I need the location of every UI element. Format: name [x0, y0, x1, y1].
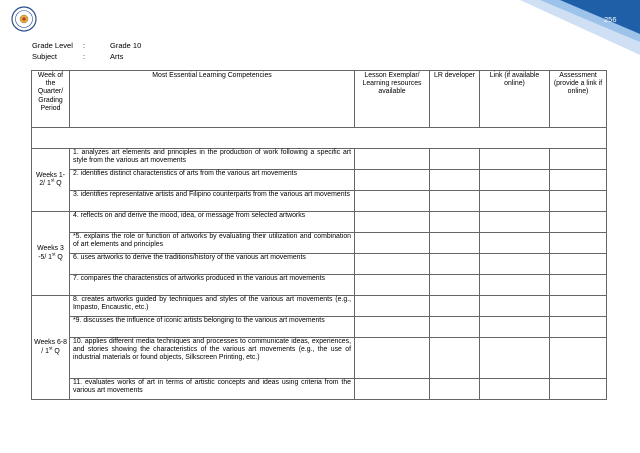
table-row [32, 275, 607, 296]
competency-cell: 4. reflects on and derive the mood, idea, or message from selected artworks [70, 212, 355, 233]
table-row [32, 212, 607, 233]
col-header-competencies: Most Essential Learning Competencies [70, 71, 355, 128]
week-cell: Weeks 1-2/ 1st Q [32, 149, 70, 212]
grade-level-label: Grade Level [32, 41, 73, 50]
competency-cell: 3. identifies representative artists and Filipino counterparts from the various art movements [70, 191, 355, 212]
table-row [32, 254, 607, 275]
competency-cell: *5. explains the role or function of artworks by evaluating their utilization and combination of art elements and principles [70, 233, 355, 254]
corner-banner [0, 0, 640, 60]
competency-cell: 10. applies different media techniques and processes to communicate ideas, experiences, and stories showing the characteristics of the various art movements (e.g., the use of industrial materials or found objects, Silkscreen Printing, etc.) [70, 338, 355, 379]
col-header-lesson: Lesson Exemplar/ Learning resources available [355, 71, 430, 128]
table-row [32, 317, 607, 338]
grade-level-value: Grade 10 [110, 41, 142, 50]
col-header-assessment: Assessment (provide a link if online) [550, 71, 607, 128]
table-row [32, 170, 607, 191]
deped-seal-icon [11, 6, 37, 32]
competency-cell: *9. discusses the influence of iconic artists belonging to the various art movements [70, 317, 355, 338]
separator: : [83, 52, 86, 61]
competency-cell: 1. analyzes art elements and principles in the production of work following a specific art style from the various art movements [70, 149, 355, 170]
header-row [32, 71, 607, 128]
subject-value: Arts [110, 52, 124, 61]
competency-cell: 8. creates artworks guided by techniques and styles of the various art movements (e.g., Impasto, Encaustic, etc.) [70, 296, 355, 317]
col-header-lr-developer: LR developer [430, 71, 480, 128]
week-cell: Weeks 3 -5/ 1st Q [32, 212, 70, 296]
table-row [32, 296, 607, 317]
competency-cell: 2. identifies distinct characteristics of arts from the various art movements [70, 170, 355, 191]
competency-table [31, 70, 607, 400]
col-header-link: Link (if available online) [480, 71, 550, 128]
table-row [32, 233, 607, 254]
table-row [32, 338, 607, 379]
competency-cell: 6. uses artworks to derive the traditions/history of the various art movements [70, 254, 355, 275]
subject-label: Subject [32, 52, 58, 61]
col-header-week: Week of the Quarter/ Grading Period [32, 71, 70, 128]
table-row [32, 191, 607, 212]
table-row [32, 149, 607, 170]
competency-cell: 11. evaluates works of art in terms of artistic concepts and ideas using criteria from the various art movements [70, 379, 355, 400]
week-cell: Weeks 6-8 / 1st Q [32, 296, 70, 400]
page-number: 256 [604, 15, 617, 24]
spacer-row [32, 128, 607, 149]
table-row [32, 379, 607, 400]
competency-cell: 7. compares the characteristics of artworks produced in the various art movements [70, 275, 355, 296]
separator: : [83, 41, 86, 50]
